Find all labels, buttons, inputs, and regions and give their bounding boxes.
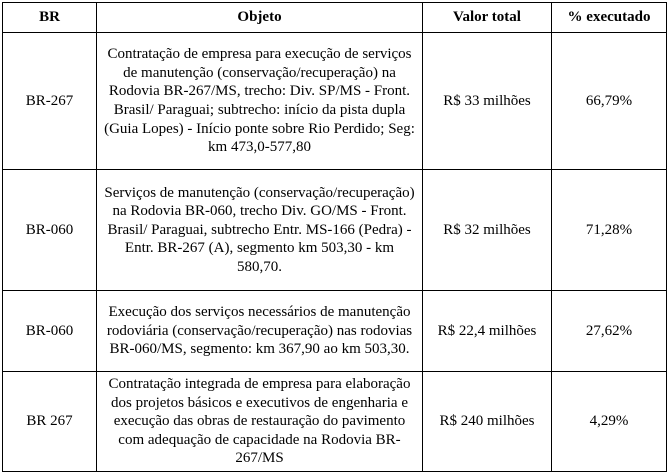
cell-objeto: Execução dos serviços necessários de manutenção rodoviária (conservação/recuperação) nas rodovias BR-060/MS, segmento: km 367,90 ao km 503,30.: [97, 291, 423, 372]
cell-objeto: Contratação integrada de empresa para elaboração dos projetos básicos e executivos de engenharia e execução das obras de restauração do pavimento com adequação de capacidade na Rodovia BR-267/MS: [97, 372, 423, 472]
header-br: BR: [3, 3, 97, 33]
contracts-table: [2, 2, 667, 472]
cell-executado: 71,28%: [552, 170, 667, 291]
table-row: [3, 33, 667, 170]
table-row: [3, 372, 667, 472]
header-objeto: Objeto: [97, 3, 423, 33]
header-row: [3, 3, 667, 33]
cell-br: BR-060: [3, 170, 97, 291]
table-row: [3, 291, 667, 372]
cell-br: BR-060: [3, 291, 97, 372]
cell-br: BR 267: [3, 372, 97, 472]
table-row: [3, 170, 667, 291]
cell-objeto: Serviços de manutenção (conservação/recuperação) na Rodovia BR-060, trecho Div. GO/MS - Front. Brasil/ Paraguai, subtrecho Entr. MS-166 (Pedra) - Entr. BR-267 (A), segmento km 503,30 - km 580,70.: [97, 170, 423, 291]
cell-valor: R$ 22,4 milhões: [423, 291, 552, 372]
cell-executado: 66,79%: [552, 33, 667, 170]
cell-valor: R$ 33 milhões: [423, 33, 552, 170]
cell-objeto: Contratação de empresa para execução de serviços de manutenção (conservação/recuperação) na Rodovia BR-267/MS, trecho: Div. SP/MS - Front. Brasil/ Paraguai; subtrecho: início da pista dupla (Guia Lopes) - Início ponte sobre Rio Perdido; Seg: km 473,0-577,80: [97, 33, 423, 170]
cell-executado: 27,62%: [552, 291, 667, 372]
header-percent-executado: % executado: [552, 3, 667, 33]
cell-executado: 4,29%: [552, 372, 667, 472]
header-valor-total: Valor total: [423, 3, 552, 33]
cell-valor: R$ 32 milhões: [423, 170, 552, 291]
cell-br: BR-267: [3, 33, 97, 170]
cell-valor: R$ 240 milhões: [423, 372, 552, 472]
